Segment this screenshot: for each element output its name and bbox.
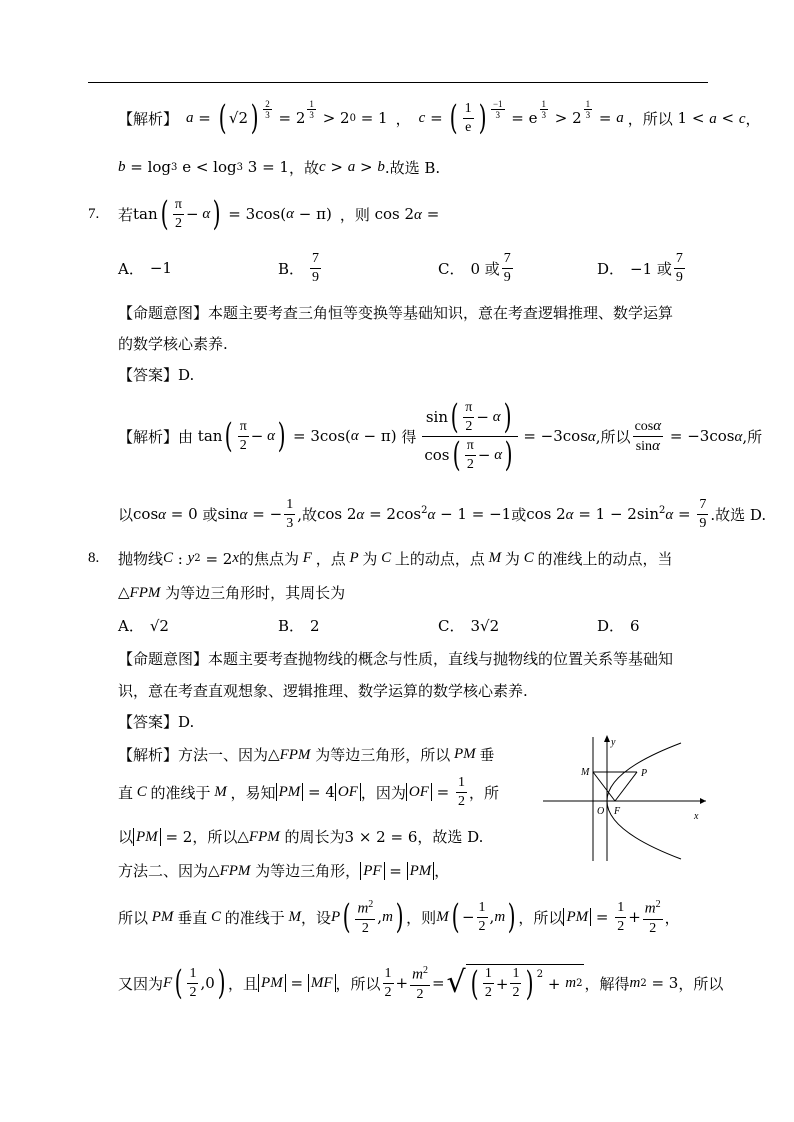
label-F: F (614, 806, 621, 817)
q7-stem: 7. 若 tan ( $\frac{\pi}{2}$ − α ) = 3cos( α − π) ，则 cos 2α = (88, 194, 440, 234)
parabola-diagram (541, 733, 711, 863)
q8-choice-c[interactable]: C． 3√2 (438, 616, 500, 635)
q7-choice-d[interactable]: D． −1 或 $\frac{7}{9}$ (597, 250, 683, 285)
q8-method2-line2: 所以 PM 垂直 C 的准线于 M ，设 P ( $\frac{m^2}{2}$ , m ) ，则 M ( − $\frac{1}{2}$ , m ) ，所以 PM = $\frac{1}{2}$ + $\frac{m^2}{2}$ ， (118, 897, 680, 937)
q8-stem-line1: 8. 抛物线 C : y 2 = 2 x 的焦点为 F ，点 P 为 C 上的动点，点 M 为 C 的准线上的动点，当 (88, 549, 673, 568)
q8-method2-line3: 又因为 F ( $\frac{1}{2}$ ,0 ) ，且 PM = MF ，所以 $\frac{1}{2}$ + $\frac{m^2}{2}$ = √ ( $\frac{1}{2}$ + $\frac{1}{2}$ ) $^2$ + m 2 ，解得 m 2 = 3 ，所以 (118, 963, 724, 1004)
q8-method2-line1: 方法二、因为 △FPM 为等边三角形， PF = PM ， (118, 861, 450, 880)
q8-stem-line2: △FPM 为等边三角形时，其周长为 (118, 583, 346, 602)
label-P: P (641, 768, 648, 779)
label-M: M (581, 767, 590, 778)
q8-method1-line2: 直 C 的准线于 M ，易知 PM = 4 OF ，因为 OF = $\frac{1}{2}$ ，所 (118, 774, 500, 809)
q8-method1-line3: 以 PM = 2 ，所以 △FPM 的周长为 3 × 2 = 6 ，故选 D. (118, 827, 484, 846)
q8-choice-b[interactable]: B． 2 (278, 616, 320, 635)
q8-method1-line1: 【解析】 方法一、因为 △FPM 为等边三角形，所以 PM 垂 (118, 745, 495, 764)
q7-intent-line1: 【命题意图】 本题主要考查三角恒等变换等基础知识，意在考查逻辑推理、数学运算 (118, 304, 674, 322)
q7-choice-a[interactable]: A． −1 (118, 259, 172, 278)
q7-choice-c[interactable]: C． 0 或 $\frac{7}{9}$ (438, 250, 511, 285)
y-axis-arrow (604, 735, 610, 742)
x-axis-arrow (700, 798, 706, 804)
q7-answer: 【答案】 D. (118, 365, 195, 384)
header-rule (88, 82, 708, 83)
analysis-label: 【解析】 (118, 109, 179, 128)
q7-analysis-line1: 【解析】 由 tan ( $\frac{\pi}{2}$ − α ) = 3cos( α − π) 得 sin ( $\frac{\pi}{2}$ − α ) cos ( $\frac{\pi}{2}$ − α ) = −3cosα ,所以 $\frac{\cos\alpha}{\sin\alpha}$ = −3cosα ,所 (118, 397, 763, 475)
label-x: x (694, 811, 699, 822)
q6-analysis-line1: 【解析】 a = ( √2 ) $\frac{2}{3}$ = 2 $\frac{1}{3}$ > 2 $_0$ = 1 ， c = ( $\frac{1}{e}$ ) $\frac{-1}{3}$ = e $\frac{1}{3}$ > 2 $\frac{1}{3}$ = a ，所以 1 < a < c ， (118, 98, 761, 138)
q8-choice-a[interactable]: A． √2 (118, 616, 169, 635)
q8-intent-line1: 【命题意图】 本题主要考查抛物线的概念与性质，直线与抛物线的位置关系等基础知 (118, 650, 674, 668)
q8-intent-line2: 识，意在考查直观想象、逻辑推理、数学运算的数学核心素养. (118, 682, 528, 700)
q6-analysis-line2: b = log 3 e < log 3 3 = 1 ，故 c > a > b .故选 B. (118, 158, 441, 177)
q7-number: 7. (88, 205, 100, 222)
q7-intent-line2: 的数学核心素养. (118, 335, 228, 353)
q7-choice-b[interactable]: B． $\frac{7}{9}$ (278, 250, 320, 285)
label-O: O (597, 806, 605, 817)
label-y: y (611, 737, 616, 748)
q7-analysis-line2: 以 cosα = 0 或 sinα = − $\frac{1}{3}$ ,故 $\cos 2\alpha = 2\cos^2\alpha - 1 = -1$ 或 $\cos 2\alpha = 1 - 2\sin^2\alpha$ = $\frac{7}{9}$ .故选 D. (118, 496, 767, 531)
segment-PF (615, 772, 637, 801)
q6-tail: ，所以 (627, 109, 673, 128)
q8-answer: 【答案】 D. (118, 712, 195, 731)
q8-number: 8. (88, 550, 100, 566)
q8-choice-d[interactable]: D． 6 (597, 616, 640, 635)
